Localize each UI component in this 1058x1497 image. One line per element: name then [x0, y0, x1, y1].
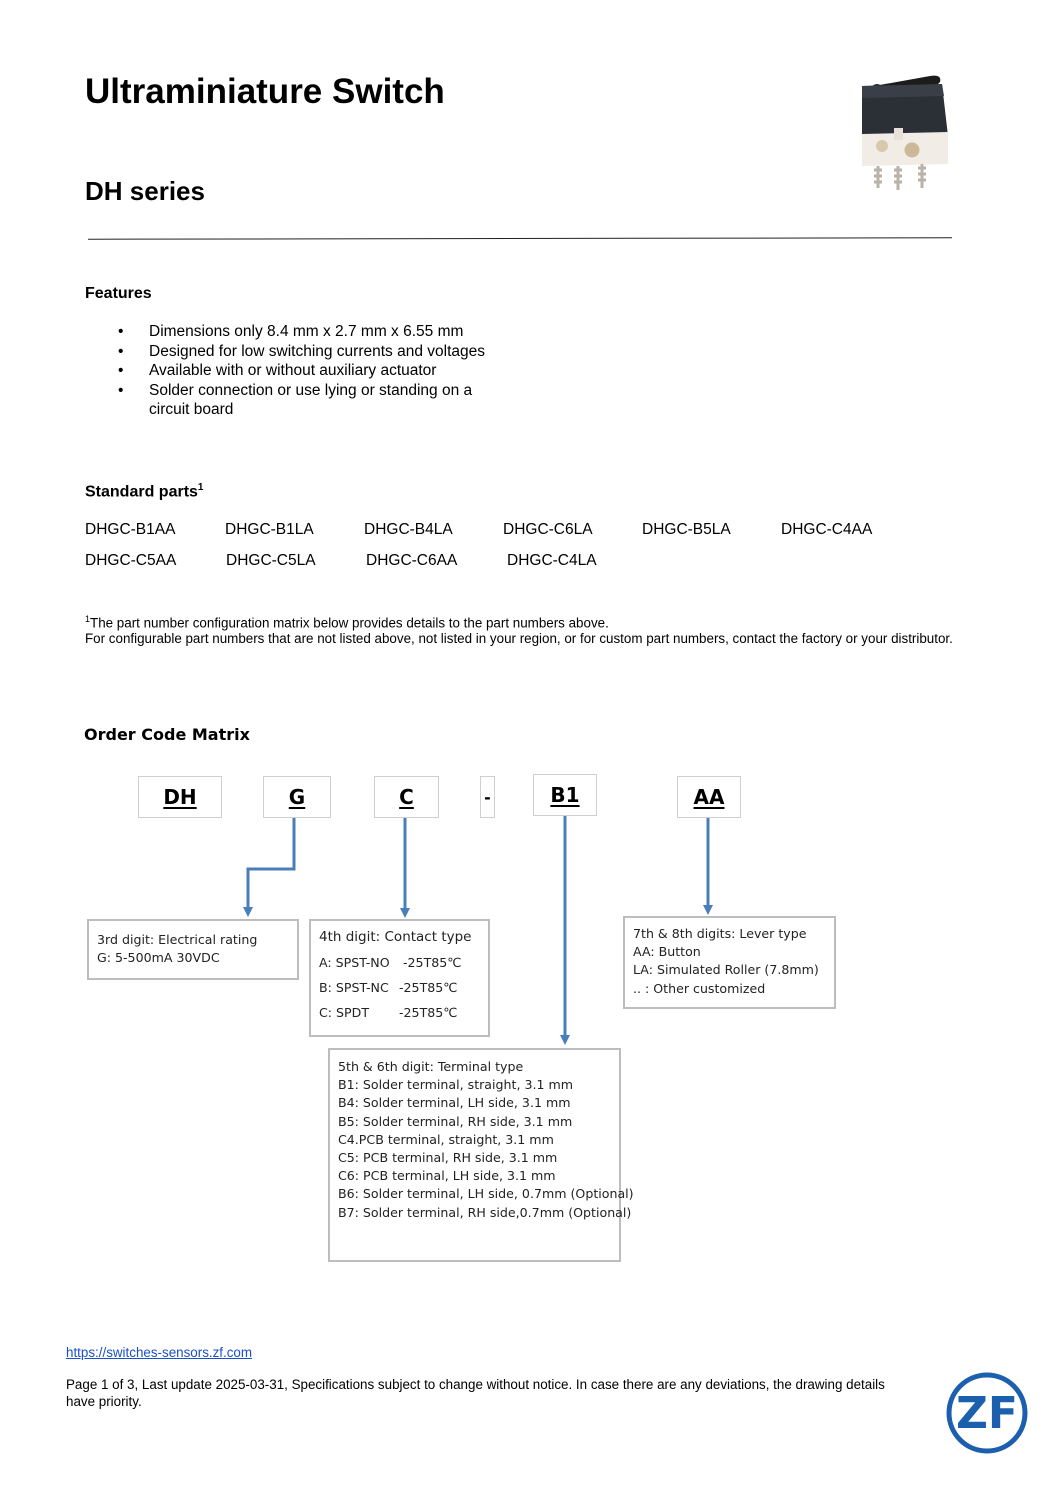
page-title: Ultraminiature Switch — [85, 72, 445, 111]
box-line: B4: Solder terminal, LH side, 3.1 mm — [338, 1095, 571, 1111]
box-line: LA: Simulated Roller (7.8mm) — [633, 962, 819, 978]
code-box-g: G — [263, 776, 331, 818]
part-number: DHGC-B4LA — [364, 521, 453, 538]
code-box-b1: B1 — [533, 774, 597, 816]
box-heading: 4th digit: Contact type — [319, 929, 472, 945]
contact-row: A: SPST-NO -25T85℃ — [319, 955, 462, 970]
footnote-mark: 1 — [197, 482, 204, 493]
box-line: 5th & 6th digit: Terminal type — [338, 1059, 524, 1074]
code-box-dh: DH — [138, 776, 222, 818]
box-line: AA: Button — [633, 944, 701, 960]
part-number: DHGC-B5LA — [642, 521, 731, 538]
contact-row: B: SPST-NC -25T85℃ — [319, 980, 458, 995]
box-line: C6: PCB terminal, LH side, 3.1 mm — [338, 1168, 556, 1184]
feature-item: • Available with or without auxiliary actuator — [118, 361, 538, 381]
part-number: DHGC-B1LA — [225, 521, 314, 538]
zf-logo — [946, 1372, 1028, 1454]
arrow-g — [248, 818, 294, 912]
feature-item: • Dimensions only 8.4 mm x 2.7 mm x 6.55 mm — [118, 322, 538, 342]
contact-row: C: SPDT -25T85℃ — [319, 1005, 458, 1020]
zf-logo-text: ZF — [956, 1388, 1018, 1439]
part-number: DHGC-C6LA — [503, 521, 593, 538]
box-line: C4.PCB terminal, straight, 3.1 mm — [338, 1131, 554, 1147]
footnote-1: $^1$The part number configuration matrix below provides details to the part numbers above. — [85, 614, 609, 631]
page-footer-text: Page 1 of 3, Last update 2025-03-31, Specifications subject to change without notice. In case there are any deviations, the drawing details have priority. — [66, 1377, 885, 1409]
box-line: B1: Solder terminal, straight, 3.1 mm — [338, 1077, 574, 1093]
box-line: G: 5-500mA 30VDC — [97, 950, 220, 966]
feature-item: • Designed for low switching currents and voltages — [118, 342, 538, 362]
part-number: DHGC-C5AA — [85, 552, 177, 569]
box-line: C5: PCB terminal, RH side, 3.1 mm — [338, 1150, 558, 1166]
contact-type-box — [309, 919, 490, 1037]
order-code-matrix-heading: Order Code Matrix — [84, 725, 250, 744]
code-box-dash: - — [480, 776, 495, 818]
box-line: 7th & 8th digits: Lever type — [633, 926, 807, 941]
feature-item: • Solder connection or use lying or standing on a circuit board — [118, 381, 494, 420]
part-number: DHGC-C6AA — [366, 552, 458, 569]
series-title: DH series — [85, 176, 205, 206]
code-box-c: C — [374, 776, 439, 818]
box-line: .. : Other customized — [633, 980, 766, 996]
box-line: B5: Solder terminal, RH side, 3.1 mm — [338, 1113, 573, 1129]
footnote-2: For configurable part numbers that are not listed above, not listed in your region, or for custom part numbers, contact the factory or your distributor. — [85, 631, 953, 646]
website-link[interactable]: https://switches-sensors.zf.com — [66, 1345, 253, 1360]
standard-parts-label: Standard parts — [85, 483, 198, 501]
part-number: DHGC-B1AA — [85, 521, 176, 538]
box-line: B7: Solder terminal, RH side,0.7mm (Optional) — [338, 1204, 632, 1220]
lever-type-box — [623, 916, 836, 1009]
code-box-aa: AA — [677, 776, 741, 818]
part-number: DHGC-C4LA — [507, 552, 597, 569]
features-heading: Features — [85, 285, 152, 302]
footnote-mark: 1 — [85, 614, 91, 624]
electrical-rating-box — [87, 919, 299, 980]
part-number: DHGC-C4AA — [781, 521, 873, 538]
terminal-type-box — [328, 1048, 634, 1262]
box-line: 3rd digit: Electrical rating — [97, 932, 258, 947]
part-number: DHGC-C5LA — [226, 552, 316, 569]
box-line: B6: Solder terminal, LH side, 0.7mm (Optional) — [338, 1186, 634, 1202]
